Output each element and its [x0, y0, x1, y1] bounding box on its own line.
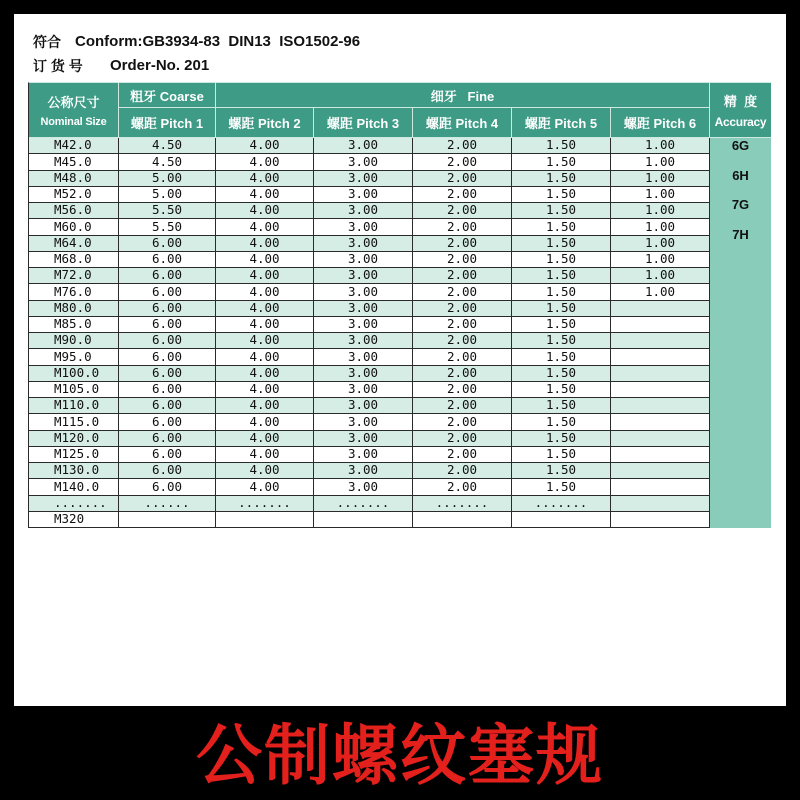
conform-line [14, 32, 786, 52]
nominal-size-cell: ....... [29, 496, 119, 512]
pitch-4-cell: 2.00 [413, 236, 512, 252]
pitch-5-cell: 1.50 [512, 447, 611, 463]
pitch-5-cell: 1.50 [512, 317, 611, 333]
pitch-4-cell: 2.00 [413, 171, 512, 187]
pitch-5-cell: 1.50 [512, 268, 611, 284]
pitch-2-cell: 4.00 [216, 236, 314, 252]
pitch-6-cell [611, 414, 710, 430]
pitch-6-cell: 1.00 [611, 187, 710, 203]
nominal-size-cell: M80.0 [29, 301, 119, 317]
pitch-1-cell: 6.00 [119, 301, 216, 317]
nominal-size-cell: M76.0 [29, 284, 119, 300]
pitch-2-cell: 4.00 [216, 349, 314, 365]
pitch-4-cell: 2.00 [413, 187, 512, 203]
pitch-6-cell [611, 366, 710, 382]
pitch-1-cell: 6.00 [119, 431, 216, 447]
pitch-4-cell: 2.00 [413, 268, 512, 284]
pitch-4-cell: 2.00 [413, 349, 512, 365]
header-nominal-size-cn: 公称尺寸 [47, 95, 100, 110]
pitch-2-cell: 4.00 [216, 398, 314, 414]
header-pitch-1: 螺距 Pitch 1 [119, 108, 216, 138]
nominal-size-cell: M68.0 [29, 252, 119, 268]
pitch-4-cell: 2.00 [413, 414, 512, 430]
pitch-4-cell: 2.00 [413, 479, 512, 495]
pitch-5-cell: 1.50 [512, 366, 611, 382]
pitch-3-cell: 3.00 [314, 187, 413, 203]
header-accuracy-en: Accuracy [714, 115, 767, 129]
nominal-size-cell: M100.0 [29, 366, 119, 382]
pitch-4-cell: 2.00 [413, 203, 512, 219]
pitch-4-cell: 2.00 [413, 382, 512, 398]
pitch-3-cell: 3.00 [314, 431, 413, 447]
pitch-1-cell: ...... [119, 496, 216, 512]
pitch-3-cell: 3.00 [314, 301, 413, 317]
pitch-5-cell: 1.50 [512, 479, 611, 495]
pitch-6-cell: 1.00 [611, 284, 710, 300]
header-pitch-6: 螺距 Pitch 6 [611, 108, 710, 138]
pitch-5-cell: 1.50 [512, 414, 611, 430]
pitch-4-cell: 2.00 [413, 366, 512, 382]
pitch-5-cell: 1.50 [512, 219, 611, 235]
pitch-5-cell: ....... [512, 496, 611, 512]
nominal-size-cell: M90.0 [29, 333, 119, 349]
pitch-1-cell: 6.00 [119, 349, 216, 365]
pitch-6-cell: 1.00 [611, 203, 710, 219]
header-accuracy-cn: 精 度 [723, 94, 758, 109]
pitch-1-cell: 6.00 [119, 366, 216, 382]
pitch-6-cell: 1.00 [611, 252, 710, 268]
pitch-1-cell [119, 512, 216, 528]
pitch-5-cell: 1.50 [512, 463, 611, 479]
order-number: Order-No. 201 [110, 57, 210, 74]
pitch-3-cell: 3.00 [314, 366, 413, 382]
pitch-1-cell: 6.00 [119, 284, 216, 300]
pitch-5-cell: 1.50 [512, 187, 611, 203]
pitch-4-cell: 2.00 [413, 333, 512, 349]
pitch-4-cell: 2.00 [413, 398, 512, 414]
pitch-4-cell: 2.00 [413, 431, 512, 447]
pitch-1-cell: 5.50 [119, 203, 216, 219]
nominal-size-cell: M48.0 [29, 171, 119, 187]
pitch-6-cell [611, 479, 710, 495]
pitch-6-cell [611, 333, 710, 349]
pitch-5-cell [512, 512, 611, 528]
pitch-6-cell [611, 496, 710, 512]
nominal-size-cell: M320 [29, 512, 119, 528]
pitch-4-cell [413, 512, 512, 528]
pitch-3-cell: 3.00 [314, 203, 413, 219]
nominal-size-cell: M120.0 [29, 431, 119, 447]
pitch-5-cell: 1.50 [512, 154, 611, 170]
pitch-6-cell [611, 301, 710, 317]
pitch-2-cell: 4.00 [216, 154, 314, 170]
pitch-5-cell: 1.50 [512, 333, 611, 349]
conform-label: 符合 [33, 34, 61, 50]
pitch-3-cell: ....... [314, 496, 413, 512]
header-pitch-5: 螺距 Pitch 5 [512, 108, 611, 138]
pitch-3-cell: 3.00 [314, 268, 413, 284]
pitch-3-cell: 3.00 [314, 154, 413, 170]
pitch-2-cell: 4.00 [216, 447, 314, 463]
pitch-2-cell: 4.00 [216, 187, 314, 203]
pitch-3-cell: 3.00 [314, 333, 413, 349]
header-pitch-2: 螺距 Pitch 2 [216, 108, 314, 138]
nominal-size-cell: M105.0 [29, 382, 119, 398]
pitch-2-cell: 4.00 [216, 268, 314, 284]
pitch-1-cell: 6.00 [119, 414, 216, 430]
pitch-6-cell [611, 512, 710, 528]
pitch-5-cell: 1.50 [512, 301, 611, 317]
pitch-6-cell [611, 431, 710, 447]
pitch-1-cell: 6.00 [119, 252, 216, 268]
pitch-1-cell: 6.00 [119, 479, 216, 495]
pitch-3-cell: 3.00 [314, 414, 413, 430]
header-nominal-size-en: Nominal Size [40, 116, 107, 128]
pitch-2-cell: 4.00 [216, 431, 314, 447]
header-fine: 细牙 Fine [216, 83, 710, 108]
accuracy-value: 6H [732, 167, 749, 183]
nominal-size-cell: M52.0 [29, 187, 119, 203]
pitch-3-cell: 3.00 [314, 382, 413, 398]
header-nominal-size [29, 83, 119, 138]
nominal-size-cell: M130.0 [29, 463, 119, 479]
pitch-6-cell: 1.00 [611, 219, 710, 235]
thread-gauge-table [28, 82, 771, 528]
pitch-5-cell: 1.50 [512, 398, 611, 414]
nominal-size-cell: M42.0 [29, 138, 119, 154]
nominal-size-cell: M85.0 [29, 317, 119, 333]
pitch-3-cell: 3.00 [314, 447, 413, 463]
pitch-1-cell: 4.50 [119, 138, 216, 154]
pitch-3-cell: 3.00 [314, 317, 413, 333]
pitch-2-cell: 4.00 [216, 284, 314, 300]
pitch-4-cell: 2.00 [413, 447, 512, 463]
pitch-4-cell: 2.00 [413, 138, 512, 154]
pitch-5-cell: 1.50 [512, 252, 611, 268]
pitch-5-cell: 1.50 [512, 236, 611, 252]
pitch-2-cell: 4.00 [216, 252, 314, 268]
pitch-6-cell: 1.00 [611, 154, 710, 170]
pitch-5-cell: 1.50 [512, 203, 611, 219]
pitch-3-cell: 3.00 [314, 284, 413, 300]
pitch-2-cell: 4.00 [216, 203, 314, 219]
header-coarse: 粗牙 Coarse [119, 83, 216, 108]
accuracy-value: 7H [732, 226, 749, 242]
pitch-2-cell: ....... [216, 496, 314, 512]
pitch-1-cell: 6.00 [119, 317, 216, 333]
accuracy-value: 7G [731, 197, 750, 212]
pitch-1-cell: 5.00 [119, 187, 216, 203]
pitch-1-cell: 5.00 [119, 171, 216, 187]
nominal-size-cell: M45.0 [29, 154, 119, 170]
pitch-5-cell: 1.50 [512, 284, 611, 300]
pitch-4-cell: 2.00 [413, 317, 512, 333]
pitch-3-cell: 3.00 [314, 349, 413, 365]
spec-sheet [14, 14, 786, 706]
nominal-size-cell: M72.0 [29, 268, 119, 284]
pitch-4-cell: 2.00 [413, 154, 512, 170]
pitch-2-cell: 4.00 [216, 171, 314, 187]
nominal-size-cell: M140.0 [29, 479, 119, 495]
pitch-2-cell: 4.00 [216, 333, 314, 349]
pitch-6-cell [611, 382, 710, 398]
header-accuracy [710, 83, 771, 138]
nominal-size-cell: M56.0 [29, 203, 119, 219]
pitch-1-cell: 4.50 [119, 154, 216, 170]
pitch-6-cell [611, 317, 710, 333]
pitch-3-cell: 3.00 [314, 398, 413, 414]
pitch-4-cell: 2.00 [413, 463, 512, 479]
pitch-2-cell: 4.00 [216, 479, 314, 495]
pitch-4-cell: 2.00 [413, 252, 512, 268]
pitch-2-cell [216, 512, 314, 528]
pitch-3-cell: 3.00 [314, 236, 413, 252]
pitch-2-cell: 4.00 [216, 366, 314, 382]
pitch-2-cell: 4.00 [216, 317, 314, 333]
pitch-5-cell: 1.50 [512, 431, 611, 447]
pitch-3-cell [314, 512, 413, 528]
conform-standards: Conform:GB3934-83 DIN13 ISO1502-96 [75, 33, 361, 50]
pitch-3-cell: 3.00 [314, 219, 413, 235]
pitch-4-cell: 2.00 [413, 219, 512, 235]
pitch-2-cell: 4.00 [216, 219, 314, 235]
nominal-size-cell: M110.0 [29, 398, 119, 414]
pitch-3-cell: 3.00 [314, 252, 413, 268]
accuracy-value: 6G [731, 138, 750, 153]
pitch-1-cell: 6.00 [119, 236, 216, 252]
pitch-1-cell: 6.00 [119, 333, 216, 349]
pitch-3-cell: 3.00 [314, 171, 413, 187]
nominal-size-cell: M125.0 [29, 447, 119, 463]
pitch-2-cell: 4.00 [216, 301, 314, 317]
nominal-size-cell: M95.0 [29, 349, 119, 365]
pitch-1-cell: 6.00 [119, 447, 216, 463]
pitch-3-cell: 3.00 [314, 138, 413, 154]
nominal-size-cell: M64.0 [29, 236, 119, 252]
pitch-2-cell: 4.00 [216, 382, 314, 398]
pitch-2-cell: 4.00 [216, 463, 314, 479]
pitch-1-cell: 6.00 [119, 382, 216, 398]
pitch-6-cell: 1.00 [611, 268, 710, 284]
pitch-3-cell: 3.00 [314, 463, 413, 479]
pitch-6-cell: 1.00 [611, 236, 710, 252]
pitch-4-cell: 2.00 [413, 301, 512, 317]
pitch-3-cell: 3.00 [314, 479, 413, 495]
pitch-5-cell: 1.50 [512, 382, 611, 398]
pitch-5-cell: 1.50 [512, 138, 611, 154]
pitch-5-cell: 1.50 [512, 349, 611, 365]
header-pitch-3: 螺距 Pitch 3 [314, 108, 413, 138]
pitch-2-cell: 4.00 [216, 138, 314, 154]
pitch-1-cell: 6.00 [119, 268, 216, 284]
pitch-6-cell [611, 398, 710, 414]
pitch-1-cell: 6.00 [119, 463, 216, 479]
accuracy-column [710, 138, 771, 528]
pitch-6-cell [611, 349, 710, 365]
pitch-4-cell: ....... [413, 496, 512, 512]
order-label: 订 货 号 [33, 58, 83, 74]
nominal-size-cell: M115.0 [29, 414, 119, 430]
pitch-2-cell: 4.00 [216, 414, 314, 430]
pitch-5-cell: 1.50 [512, 171, 611, 187]
pitch-1-cell: 6.00 [119, 398, 216, 414]
header-pitch-4: 螺距 Pitch 4 [413, 108, 512, 138]
nominal-size-cell: M60.0 [29, 219, 119, 235]
pitch-6-cell [611, 447, 710, 463]
pitch-4-cell: 2.00 [413, 284, 512, 300]
pitch-1-cell: 5.50 [119, 219, 216, 235]
product-title: 公制螺纹塞规 [196, 717, 604, 794]
pitch-6-cell: 1.00 [611, 171, 710, 187]
pitch-6-cell [611, 463, 710, 479]
order-line [14, 56, 786, 76]
pitch-6-cell: 1.00 [611, 138, 710, 154]
